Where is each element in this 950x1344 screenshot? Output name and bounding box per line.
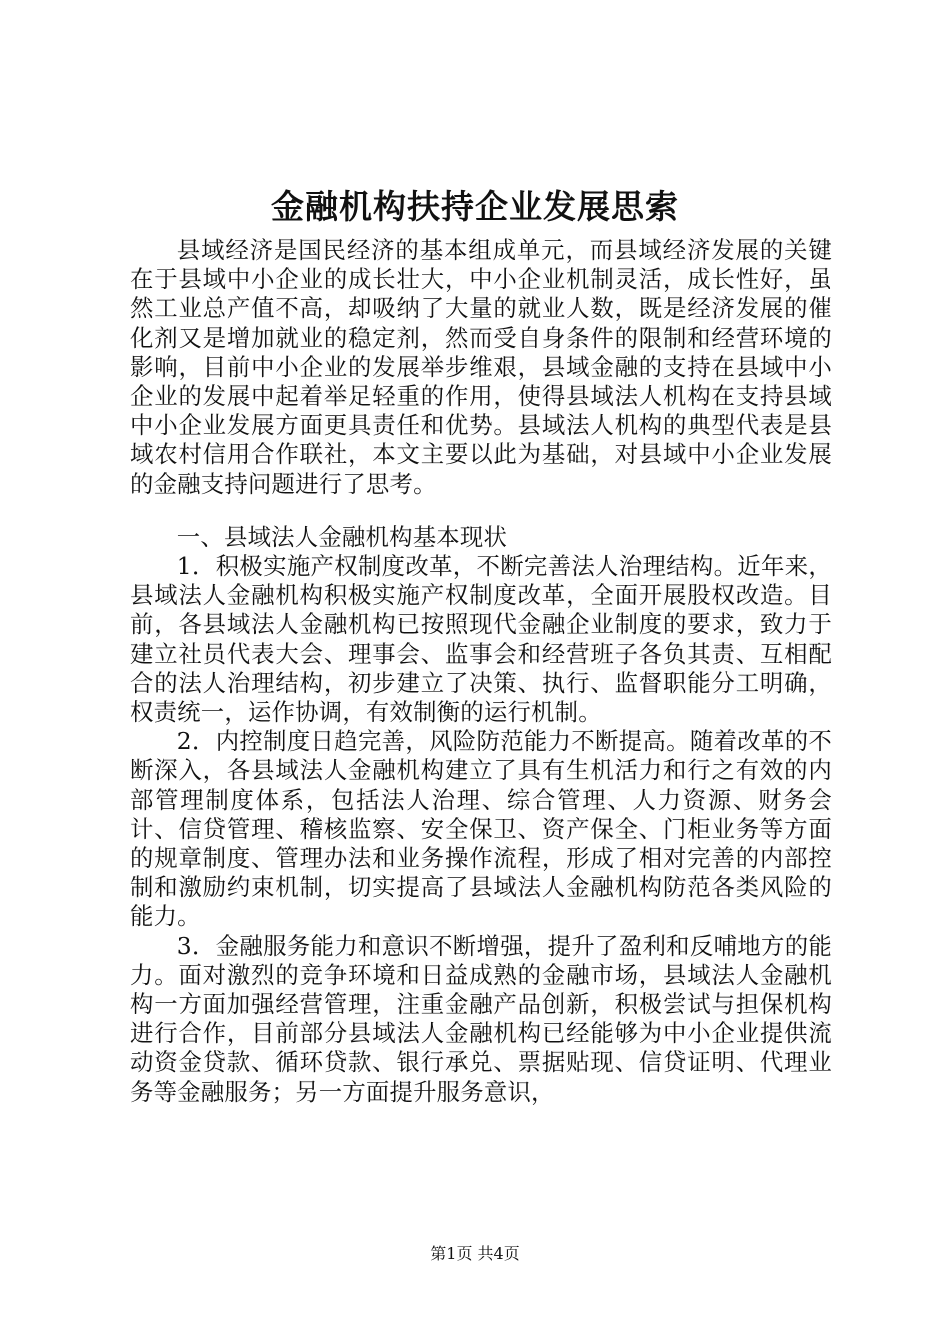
body-paragraph: 2．内控制度日趋完善，风险防范能力不断提高。随着改革的不断深入，各县域法人金融机构建立了具有生机活力和行之有效的内部管理制度体系，包括法人治理、综合管理、人力资源、财务会计、信贷管理、稽核监察、安全保卫、资产保全、门柜业务等方面的规章制度、管理办法和业务操作流程，形成了相对完善的内部控制和激励约束机制，切实提高了县域法人金融机构防范各类风险的能力。 (130, 727, 832, 931)
intro-paragraph: 县域经济是国民经济的基本组成单元，而县域经济发展的关键在于县域中小企业的成长壮大，中小企业机制灵活，成长性好，虽然工业总产值不高，却吸纳了大量的就业人数，既是经济发展的催化剂又是增加就业的稳定剂，然而受自身条件的限制和经营环境的影响，目前中小企业的发展举步维艰，县域金融的支持在县域中小企业的发展中起着举足轻重的作用，使得县域法人机构在支持县域中小企业发展方面更具责任和优势。县域法人机构的典型代表是县域农村信用合作联社，本文主要以此为基础，对县域中小企业发展的金融支持问题进行了思考。 (130, 236, 832, 498)
body-paragraph: 1．积极实施产权制度改革，不断完善法人治理结构。近年来，县域法人金融机构积极实施产权制度改革，全面开展股权改造。目前，各县域法人金融机构已按照现代金融企业制度的要求，致力于建立社员代表大会、理事会、监事会和经营班子各负其责、互相配合的法人治理结构，初步建立了决策、执行、监督职能分工明确，权责统一，运作协调，有效制衡的运行机制。 (130, 552, 832, 727)
section-heading: 一、县域法人金融机构基本现状 (176, 522, 508, 551)
document-title: 金融机构扶持企业发展思索 (271, 187, 679, 226)
body-paragraph: 3．金融服务能力和意识不断增强，提升了盈利和反哺地方的能力。面对激烈的竞争环境和日益成熟的金融市场，县域法人金融机构一方面加强经营管理，注重金融产品创新，积极尝试与担保机构进行合作，目前部分县域法人金融机构已经能够为中小企业提供流动资金贷款、循环贷款、银行承兑、票据贴现、信贷证明、代理业务等金融服务；另一方面提升服务意识， (130, 931, 832, 1106)
page-number: 第1页 共4页 (430, 1244, 520, 1263)
document-body (130, 236, 832, 1107)
